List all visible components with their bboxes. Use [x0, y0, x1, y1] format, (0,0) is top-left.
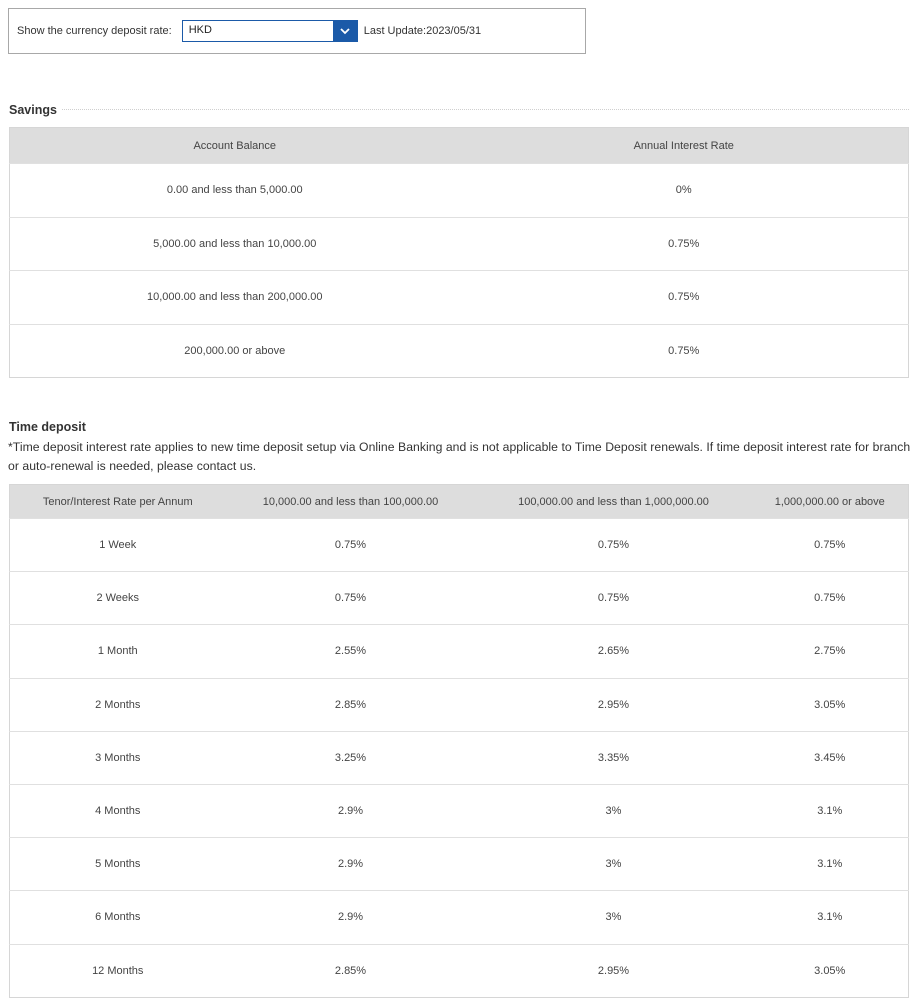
tenor-cell: 2 Months [10, 678, 226, 731]
rate-cell: 0% [460, 164, 909, 218]
table-row [10, 625, 909, 678]
time-deposit-rate-table [9, 484, 909, 998]
rate-cell: 0.75% [476, 519, 752, 572]
rate-cell: 0.75% [460, 324, 909, 378]
rate-cell: 3% [476, 784, 752, 837]
time-deposit-title: Time deposit [9, 420, 86, 434]
rate-cell: 3% [476, 838, 752, 891]
rate-cell: 2.9% [226, 784, 476, 837]
currency-select-value: HKD [188, 24, 212, 36]
rate-cell: 0.75% [226, 519, 476, 572]
chevron-down-icon[interactable] [333, 21, 357, 41]
rate-cell: 2.95% [476, 944, 752, 997]
tenor-cell: 2 Weeks [10, 572, 226, 625]
tenor-cell: 4 Months [10, 784, 226, 837]
table-row [10, 838, 909, 891]
rate-cell: 2.9% [226, 838, 476, 891]
balance-cell: 0.00 and less than 5,000.00 [10, 164, 460, 218]
column-header: Tenor/Interest Rate per Annum [10, 485, 226, 519]
last-update-text: Last Update:2023/05/31 [363, 25, 482, 37]
column-header: Annual Interest Rate [460, 128, 909, 164]
rate-cell: 3.45% [752, 731, 909, 784]
rate-cell: 0.75% [460, 217, 909, 271]
table-row [10, 944, 909, 997]
rate-cell: 0.75% [752, 572, 909, 625]
table-row [10, 324, 909, 378]
currency-select[interactable] [182, 20, 358, 42]
column-header: 100,000.00 and less than 1,000,000.00 [476, 485, 752, 519]
tenor-cell: 1 Month [10, 625, 226, 678]
rate-cell: 2.9% [226, 891, 476, 944]
tenor-cell: 6 Months [10, 891, 226, 944]
tenor-cell: 3 Months [10, 731, 226, 784]
currency-filter-label: Show the currency deposit rate: [17, 25, 172, 37]
tenor-cell: 12 Months [10, 944, 226, 997]
savings-title: Savings [9, 103, 57, 117]
rate-cell: 2.55% [226, 625, 476, 678]
rate-cell: 2.95% [476, 678, 752, 731]
rate-cell: 2.85% [226, 678, 476, 731]
time-deposit-note: *Time deposit interest rate applies to new time deposit setup via Online Banking and is not applicable to Time Deposit renewals. If time deposit interest rate for branch or auto-renewal is needed, please contact us. [8, 440, 911, 473]
tenor-cell: 1 Week [10, 519, 226, 572]
rate-cell: 2.75% [752, 625, 909, 678]
column-header: 10,000.00 and less than 100,000.00 [226, 485, 476, 519]
table-row [10, 519, 909, 572]
table-row [10, 217, 909, 271]
table-row [10, 784, 909, 837]
column-header: 1,000,000.00 or above [752, 485, 909, 519]
rate-cell: 3.1% [752, 838, 909, 891]
rate-cell: 3.25% [226, 731, 476, 784]
rate-cell: 0.75% [226, 572, 476, 625]
table-header-row [10, 128, 909, 164]
rate-cell: 3.35% [476, 731, 752, 784]
rate-cell: 3.1% [752, 891, 909, 944]
table-row [10, 678, 909, 731]
rate-cell: 0.75% [460, 271, 909, 325]
balance-cell: 10,000.00 and less than 200,000.00 [10, 271, 460, 325]
table-header-row [10, 485, 909, 519]
rate-cell: 3.05% [752, 944, 909, 997]
currency-filter-bar [8, 8, 586, 54]
rate-cell: 2.85% [226, 944, 476, 997]
rate-cell: 0.75% [476, 572, 752, 625]
table-row [10, 891, 909, 944]
table-row [10, 164, 909, 218]
rate-cell: 3% [476, 891, 752, 944]
table-row [10, 572, 909, 625]
tenor-cell: 5 Months [10, 838, 226, 891]
table-row [10, 271, 909, 325]
rate-cell: 2.65% [476, 625, 752, 678]
table-row [10, 731, 909, 784]
section-divider [62, 109, 909, 110]
rate-cell: 3.1% [752, 784, 909, 837]
column-header: Account Balance [10, 128, 460, 164]
rate-cell: 3.05% [752, 678, 909, 731]
savings-rate-table [9, 127, 909, 378]
rate-cell: 0.75% [752, 519, 909, 572]
balance-cell: 200,000.00 or above [10, 324, 460, 378]
balance-cell: 5,000.00 and less than 10,000.00 [10, 217, 460, 271]
